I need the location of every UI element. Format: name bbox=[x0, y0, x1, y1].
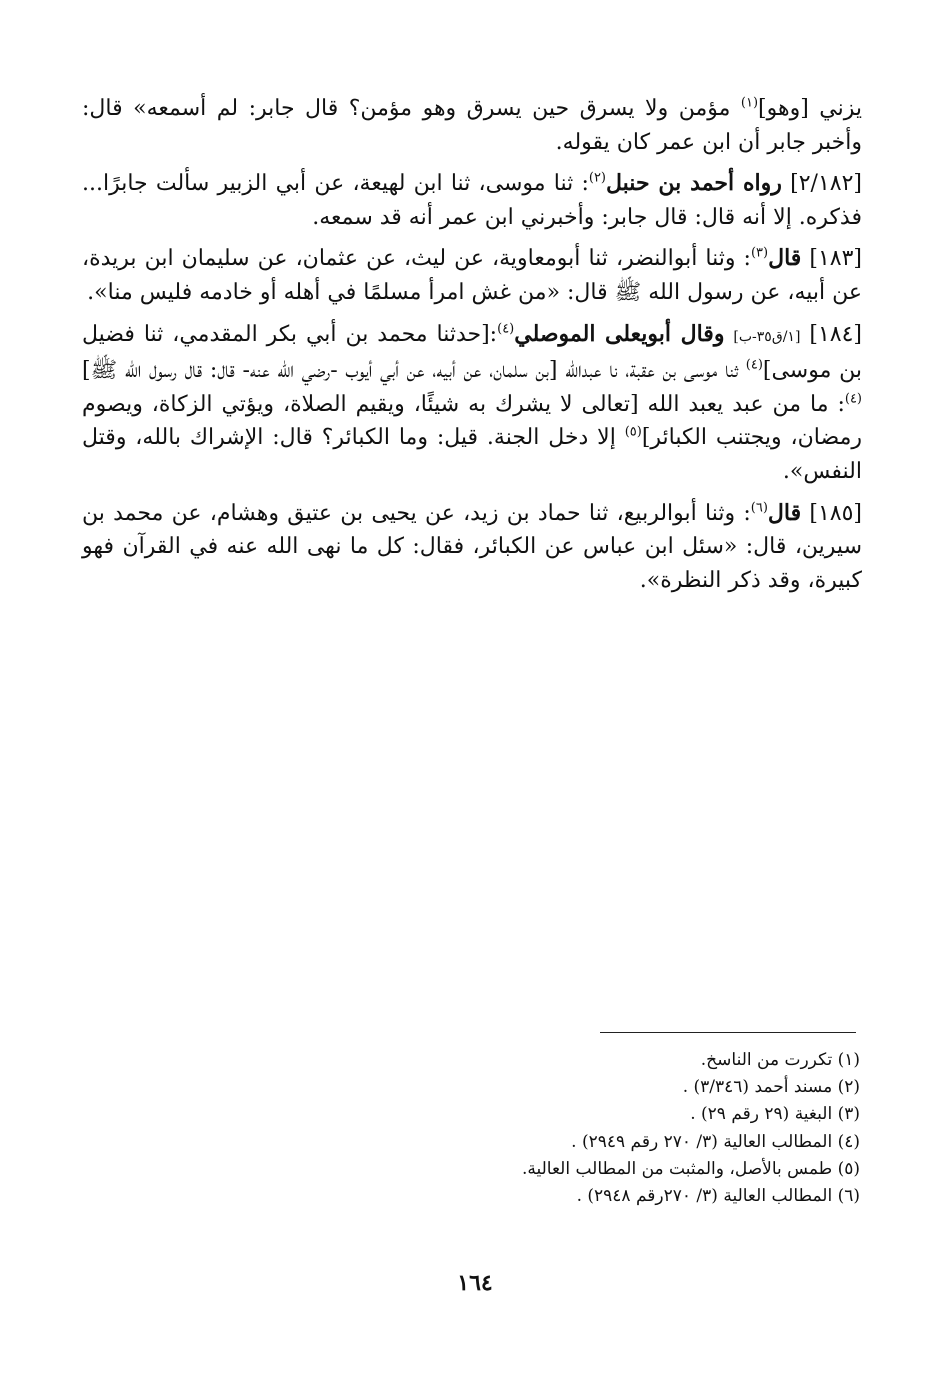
footnotes bbox=[330, 1047, 860, 1210]
footnote-ref: (٣) bbox=[750, 246, 769, 262]
text-run: إلا دخل الجنة. قيل: وما الكبائر؟ قال: الإشراك بالله، وقتل النفس». bbox=[82, 425, 862, 484]
footnote-ref: (٤) bbox=[497, 321, 515, 337]
text-run: [١٨٣] bbox=[801, 246, 862, 272]
text-run: [١/ق٣٥-ب] bbox=[733, 328, 801, 345]
text-run: ثنا موسى بن عقبة، نا عبدالله [بن سلمان، عن أبيه، عن أبي أيوب -رضي الله عنه- قال: قال رسول الله ﷺ] bbox=[82, 358, 746, 384]
footnote: (٣) البغية (٢٩ رقم ٢٩) . bbox=[690, 1104, 860, 1125]
text-run: مؤمن ولا يسرق حين يسرق وهو مؤمن؟ قال جابر: لم أسمعه» قال: وأخبر جابر أن ابن عمر كان يقوله. bbox=[82, 96, 862, 155]
footnote: (١) تكررت من الناسخ. bbox=[700, 1050, 860, 1070]
text-run: : وثنا أبوالنضر، ثنا أبومعاوية، عن ليث، عن عثمان، عن سليمان ابن بريدة، عن أبيه، عن رسول الله ﷺ قال: «من غش امرأ مسلمًا في أهله أو خادمه فليس منا». bbox=[82, 246, 862, 305]
text-run: يزني [وهو] bbox=[758, 96, 862, 121]
narrator-name: قال bbox=[767, 499, 802, 526]
footnote-ref: (٢) bbox=[588, 170, 606, 186]
text-run: [١٨٤] bbox=[800, 321, 862, 347]
text-run: : وثنا أبوالربيع، ثنا حماد بن زيد، عن يحيى بن عتيق وهشام، عن محمد بن سيرين، قال: «سئل ابن عباس عن الكبائر، فقال: كل ما نهى الله عنه في القرآن فهو كبيرة، وقد ذكر النظرة». bbox=[82, 500, 862, 593]
paragraph bbox=[82, 167, 862, 234]
narrator-name: وقال أبويعلى الموصلي bbox=[514, 320, 725, 347]
main-text bbox=[82, 92, 862, 605]
footnote-ref: (٦) bbox=[750, 500, 768, 516]
footnote: (٤) المطالب العالية (٣/ ٢٧٠ رقم ٢٩٤٩) . bbox=[571, 1131, 860, 1152]
footnote-ref: (١) bbox=[740, 95, 759, 111]
text-run: [١٨٥] bbox=[801, 500, 863, 526]
paragraph bbox=[82, 318, 862, 489]
text-run: :[حدثنا محمد بن أبي بكر المقدمي، ثنا فضيل بن موسى] bbox=[82, 321, 862, 384]
footnote-ref: (٥) bbox=[624, 425, 642, 441]
footnote: (٢) مسند أحمد (٣/٣٤٦) . bbox=[682, 1077, 860, 1098]
text-run: : ما من عبد يعبد الله [تعالى لا يشرك به شيئًا، ويقيم الصلاة، ويؤتي الزكاة، ويصوم رمضان، ويجتنب الكبائر] bbox=[82, 391, 862, 451]
footnote-separator bbox=[600, 1032, 856, 1033]
page-number: ١٦٤ bbox=[457, 1270, 493, 1296]
paragraph bbox=[82, 497, 862, 598]
footnote: (٦) المطالب العالية (٣/ ٢٧٠رقم ٢٩٤٨) . bbox=[576, 1186, 860, 1207]
paragraph bbox=[82, 92, 862, 159]
footnote-ref: (٤) bbox=[844, 391, 862, 407]
paragraph bbox=[82, 242, 862, 309]
text-run: : ثنا موسى، ثنا ابن لهيعة، عن أبي الزبير سألت جابرًا... فذكره. إلا أنه قال: قال جابر: وأخبرني ابن عمر أنه قد سمعه. bbox=[82, 171, 862, 230]
text-run: [٢/١٨٢] bbox=[781, 171, 862, 197]
narrator-name: رواه أحمد بن حنبل bbox=[606, 170, 782, 197]
footnote: (٥) طمس بالأصل، والمثبت من المطالب العالية. bbox=[521, 1158, 860, 1179]
footnote-ref: (٤) bbox=[745, 357, 763, 373]
narrator-name: قال bbox=[768, 245, 802, 272]
